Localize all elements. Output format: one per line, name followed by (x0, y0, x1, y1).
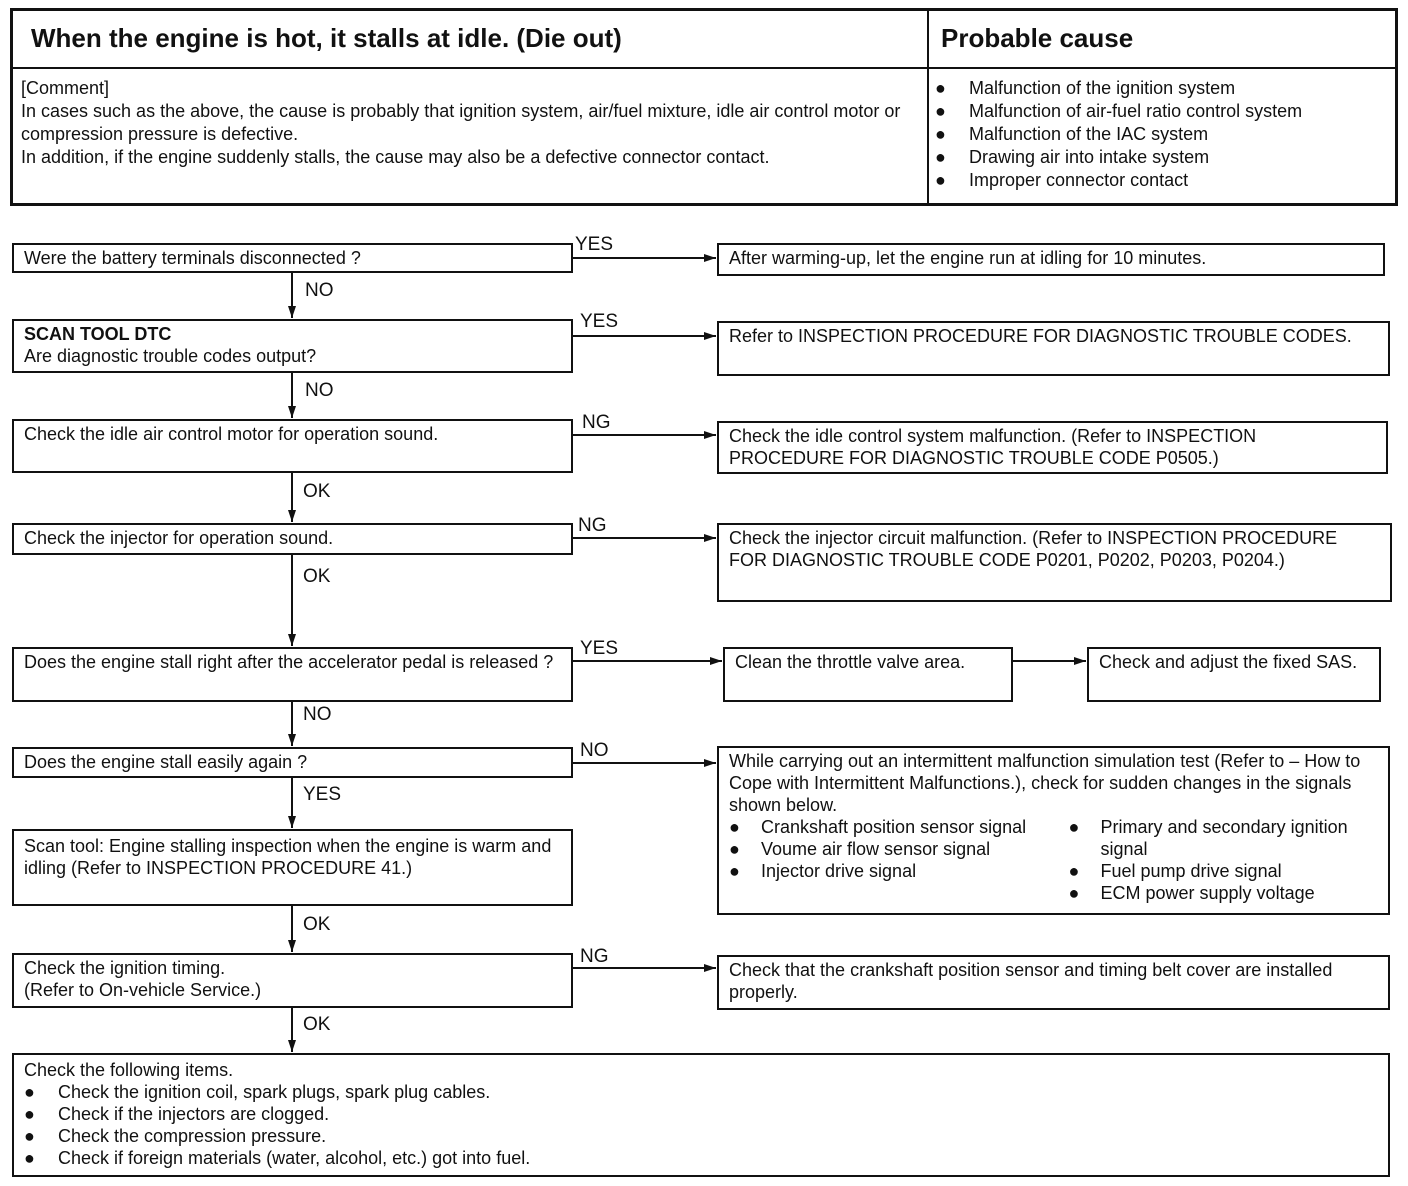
cause-item: ● Malfunction of air-fuel ratio control system (935, 101, 1303, 121)
check-item: ● Check if the injectors are clogged. (24, 1104, 330, 1124)
step-ignition-timing: Check the ignition timing. (Refer to On-vehicle Service.) (12, 953, 573, 1008)
label-no: NO (305, 280, 334, 301)
action-clean-throttle-valve: Clean the throttle valve area. (723, 647, 1013, 702)
action-injector-circuit-malfunction: Check the injector circuit malfunction. (Refer to INSPECTION PROCEDURE FOR DIAGNOSTIC TROUBLE CODE P0201, P0202, P0203, P0204.) (717, 523, 1392, 602)
bullet-icon: ● (1068, 883, 1080, 903)
label-ok: OK (303, 914, 331, 935)
cause-item: ● Drawing air into intake system (935, 147, 1210, 167)
signal-item: ● Voume air flow sensor signal (729, 839, 991, 859)
label-no: NO (580, 740, 609, 761)
action-adjust-fixed-sas: Check and adjust the fixed SAS. (1087, 647, 1381, 702)
label-ok: OK (303, 1014, 331, 1035)
label-no: NO (303, 704, 332, 725)
label-ng: NG (582, 412, 611, 433)
label-ng: NG (578, 515, 607, 536)
action-intermittent-simulation-test: While carrying out an intermittent malfunction simulation test (Refer to – How to Cope with Intermittent Malfunctions.), check for sudden changes in the signals shown below. ● Crankshaft position sensor signal ● Voume air flow sensor signal ● Injector drive signal ● Primary and secondary ignition signal ● Fuel pump drive signal ● ECM power supply voltage (717, 746, 1390, 915)
cause-item: ● Malfunction of the ignition system (935, 78, 1236, 98)
comment-line: In addition, if the engine suddenly stalls, the cause may also be a defective connector contact. (21, 147, 770, 167)
step-scan-tool-stall-inspection: Scan tool: Engine stalling inspection when the engine is warm and idling (Refer to INSPECTION PROCEDURE 41.) (12, 829, 573, 906)
check-item: ● Check the ignition coil, spark plugs, spark plug cables. (24, 1082, 491, 1102)
bullet-icon: ● (729, 839, 740, 859)
bullet-icon: ● (24, 1126, 35, 1146)
cause-item: ● Malfunction of the IAC system (935, 124, 1209, 144)
signal-item: ● Injector drive signal (729, 861, 917, 881)
bullet-icon: ● (1068, 817, 1080, 837)
step-stall-easily-again: Does the engine stall easily again ? (12, 747, 573, 778)
signal-item: ● ECM power supply voltage (1068, 883, 1315, 903)
bullet-icon: ● (24, 1104, 35, 1124)
label-ok: OK (303, 566, 331, 587)
label-ng: NG (580, 946, 609, 967)
bullet-icon: ● (24, 1148, 35, 1168)
step-title: SCAN TOOL DTC (24, 324, 172, 344)
check-item: ● Check the compression pressure. (24, 1126, 327, 1146)
cause-item: ● Improper connector contact (935, 170, 1189, 190)
label-yes: YES (575, 234, 614, 255)
bullet-icon: ● (729, 817, 740, 837)
label-yes: YES (580, 638, 619, 659)
signal-item: ● Crankshaft position sensor signal (729, 817, 1027, 837)
action-check-crankshaft-sensor-cover: Check that the crankshaft position sensor and timing belt cover are installed properly. (717, 955, 1390, 1010)
signal-item: ● Primary and secondary ignition signal (1068, 817, 1348, 859)
step-stall-after-pedal: Does the engine stall right after the accelerator pedal is released ? (12, 647, 573, 702)
bullet-icon: ● (935, 78, 946, 98)
label-yes: YES (303, 784, 342, 805)
step-battery-terminals: Were the battery terminals disconnected ? (12, 243, 573, 273)
step-injector-sound: Check the injector for operation sound. (12, 523, 573, 555)
comment-line: In cases such as the above, the cause is probably that ignition system, air/fuel mixture, idle air control motor or compression pressure is defective. (21, 101, 901, 144)
step-iac-motor-sound: Check the idle air control motor for operation sound. (12, 419, 573, 473)
bullet-icon: ● (1068, 861, 1080, 881)
step-scan-tool-dtc: SCAN TOOL DTC Are diagnostic trouble codes output? (12, 319, 573, 373)
label-no: NO (305, 380, 334, 401)
bullet-icon: ● (935, 170, 946, 190)
action-idle-control-malfunction: Check the idle control system malfunction. (Refer to INSPECTION PROCEDURE FOR DIAGNOSTIC TROUBLE CODE P0505.) (717, 421, 1388, 474)
symptom-title: When the engine is hot, it stalls at idle. (Die out) (31, 23, 622, 53)
signal-item: ● Fuel pump drive signal (1068, 861, 1282, 881)
bullet-icon: ● (935, 101, 946, 121)
comment-heading: [Comment] (21, 78, 110, 98)
bullet-icon: ● (729, 861, 740, 881)
probable-cause-title: Probable cause (941, 23, 1134, 53)
check-item: ● Check if foreign materials (water, alcohol, etc.) got into fuel. (24, 1148, 531, 1168)
label-ok: OK (303, 481, 331, 502)
bullet-icon: ● (935, 147, 946, 167)
bullet-icon: ● (24, 1082, 35, 1102)
label-yes: YES (580, 311, 619, 332)
step-check-following-items: Check the following items. ● Check the ignition coil, spark plugs, spark plug cables. ● Check if the injectors are clogged. ● Check the compression pressure. ● Check if foreign materials (water, alcohol, etc.) got into fuel. (12, 1053, 1390, 1177)
action-warm-up-idle: After warming-up, let the engine run at idling for 10 minutes. (717, 243, 1385, 276)
bullet-icon: ● (935, 124, 946, 144)
signal-list (729, 816, 1378, 904)
action-refer-dtc-procedure: Refer to INSPECTION PROCEDURE FOR DIAGNOSTIC TROUBLE CODES. (717, 321, 1390, 376)
